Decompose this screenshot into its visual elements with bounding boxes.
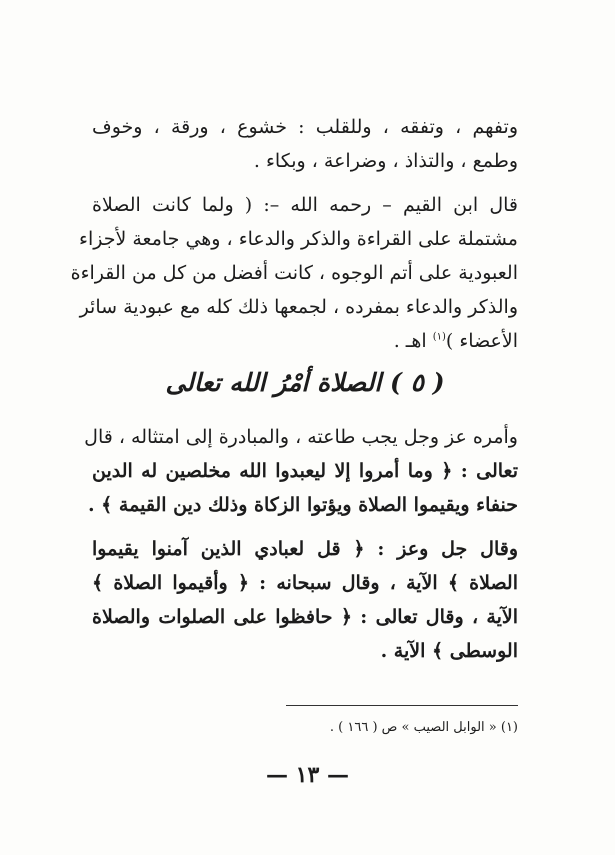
quran-line: حنفاء ويقيموا الصلاة ويؤتوا الزكاة وذلك دين القيمة ﴾ .	[87, 494, 518, 516]
section-heading: ( ٥ ) الصلاة أمْرُ الله تعالى	[165, 368, 445, 397]
quran-line: الصلاة ﴾ الآية ، وقال سبحانه : ﴿ وأقيموا الصلاة ﴾	[92, 572, 518, 594]
text-fragment: اهـ .	[393, 330, 433, 352]
text-line: وأمره عز وجل يجب طاعته ، والمبادرة إلى امتثاله ، قال	[84, 426, 518, 448]
text-fragment: الأعضاء )	[445, 330, 518, 352]
quran-line: تعالى : ﴿ وما أمروا إلا ليعبدوا الله مخلصين له الدين	[92, 460, 518, 482]
text-line: قال ابن القيم – رحمه الله –: ( ولما كانت الصلاة	[92, 194, 518, 216]
text-line: والذكر والدعاء بمفرده ، لجمعها ذلك كله مع عبودية سائر	[79, 296, 518, 318]
footnote: (١) « الوابل الصيب » ص ( ١٦٦ ) .	[329, 720, 518, 735]
text-line: العبودية على أتم الوجوه ، كانت أفضل من كل من القراءة	[70, 262, 518, 284]
footnote-marker: (١)	[432, 331, 446, 343]
quran-line: الوسطى ﴾ الآية .	[380, 640, 518, 662]
text-line: مشتملة على القراءة والذكر والدعاء ، وهي جامعة لأجزاء	[79, 228, 518, 250]
text-line: وتفهم ، وتفقه ، وللقلب : خشوع ، ورقة ، وخوف	[92, 116, 518, 138]
footnote-divider	[286, 705, 518, 706]
quran-line: وقال جل وعز : ﴿ قل لعبادي الذين آمنوا يقيموا	[92, 538, 518, 560]
text-line: وطمع ، والتذاذ ، وضراعة ، وبكاء .	[253, 150, 518, 172]
quran-line: الآية ، وقال تعالى : ﴿ حافظوا على الصلوات والصلاة	[92, 606, 518, 628]
page-number: — ١٣ —	[266, 762, 349, 788]
text-line-with-footnote	[92, 332, 518, 351]
